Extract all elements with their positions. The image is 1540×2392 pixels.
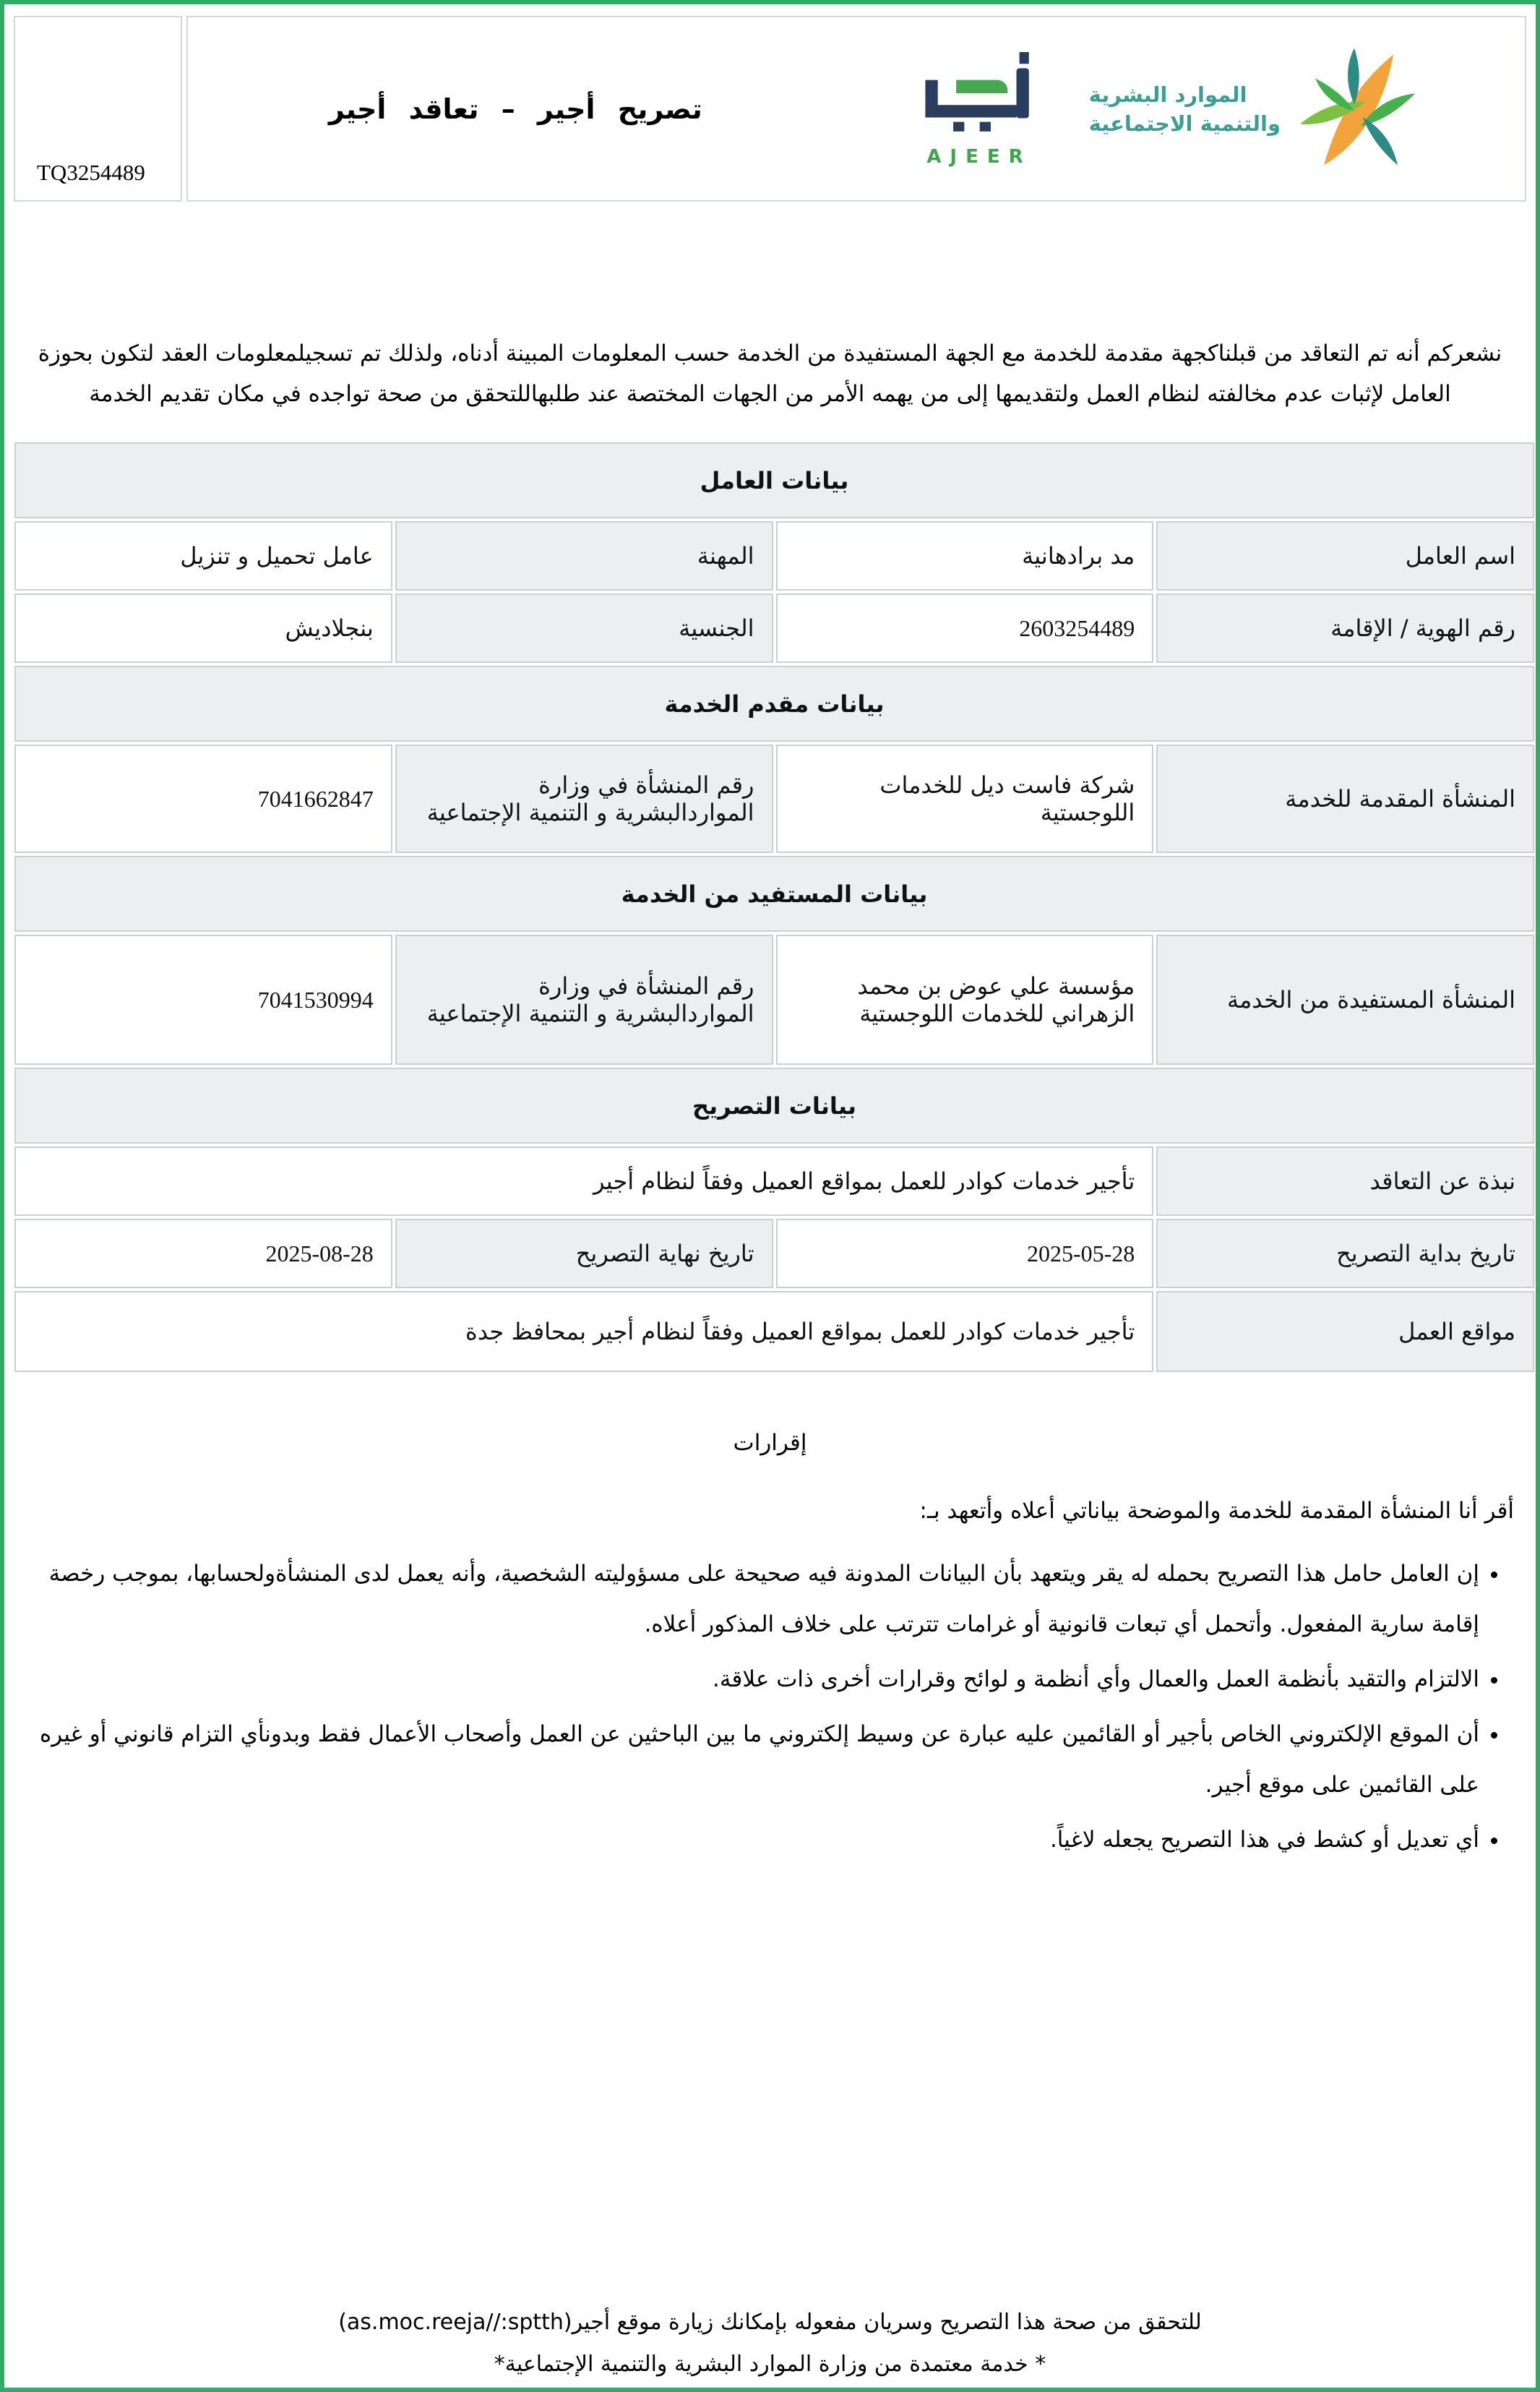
intro-paragraph: نشعركم أنه تم التعاقد من قبلناكجهة مقدمة للخدمة مع الجهة المستفيدة من الخدمة حسب المعلومات المبينة أدناه، ولذلك تم تسجيلمعلومات العقد لتكون بحوزة العامل لإثبات عدم مخالفته لنظام العمل ولتقديمها إلى من يهمه الأمر من الجهات المختصة عند طلبهاللتحقق من صحة تواجده في مكان تقديم الخدمة	[38, 340, 1502, 407]
provider-section-row	[14, 666, 1534, 742]
declarations-section	[26, 1430, 1514, 1869]
permit-number: TQ3254489	[37, 160, 145, 185]
provider-name-value: شركة فاست ديل للخدمات اللوجستية	[776, 745, 1154, 853]
provider-number-value: 7041662847	[14, 745, 392, 853]
profession-value: عامل تحميل و تنزيل	[14, 521, 392, 591]
declaration-item: • أي تعديل أو كشط في هذا التصريح يجعله لاغياً.	[26, 1814, 1479, 1865]
work-locations-value: تأجير خدمات كوادر للعمل بمواقع العميل وفقاً لنظام أجير بمحافظ جدة	[14, 1291, 1153, 1372]
nationality-label: الجنسية	[395, 593, 773, 663]
worker-name-row	[14, 521, 1534, 591]
end-date-value: 2025-08-28	[14, 1219, 392, 1288]
permit-data-table	[12, 440, 1537, 1375]
worker-name-value: مد برادهانية	[776, 521, 1154, 591]
ajeer-latin-name: AJEER	[926, 145, 1032, 168]
declarations-title: إقرارات	[733, 1430, 807, 1456]
permit-section-title: بيانات التصريح	[14, 1068, 1534, 1144]
declarations-list	[26, 1548, 1514, 1865]
palm-tree-icon	[1294, 42, 1424, 176]
beneficiary-section-title: بيانات المستفيد من الخدمة	[14, 856, 1534, 932]
worker-id-row	[14, 593, 1534, 663]
worker-section-row	[14, 442, 1534, 518]
ministry-logo	[1089, 42, 1424, 176]
permit-dates-row	[14, 1219, 1534, 1288]
declaration-item: • إن العامل حامل هذا التصريح بحمله له يقر ويتعهد بأن البيانات المدونة فيه صحيحة على مسؤوليته الشخصية، وأنه يعمل لدى المنشأةولحسابها، بموجب رخصة إقامة سارية المفعول. وأتحمل أي تبعات قانونية أو غرامات تترتب على خلاف المذكور أعلاه.	[26, 1548, 1479, 1650]
work-locations-label: مواقع العمل	[1156, 1291, 1534, 1372]
permit-number-box	[14, 16, 182, 202]
document-header	[186, 16, 1526, 202]
page-title: تصريح أجير – تعاقد أجير	[328, 93, 702, 125]
provider-label: المنشأة المقدمة للخدمة	[1156, 745, 1534, 853]
declarations-intro: أقر أنا المنشأة المقدمة للخدمة والموضحة بياناتي أعلاه وأتعهد بـ:	[919, 1498, 1514, 1524]
id-value: 2603254489	[776, 593, 1154, 663]
beneficiary-name-value: مؤسسة علي عوض بن محمد الزهراني للخدمات اللوجستية	[776, 935, 1154, 1065]
ministry-name-line1: الموارد البشرية	[1088, 82, 1247, 107]
contract-brief-row	[14, 1146, 1534, 1216]
beneficiary-row	[14, 935, 1534, 1065]
ministry-name	[1089, 80, 1281, 138]
work-locations-row	[14, 1291, 1534, 1372]
approved-service-line: * خدمة معتمدة من وزارة الموارد البشرية والتنمية الإجتماعية*	[494, 2352, 1046, 2377]
provider-row	[14, 745, 1534, 853]
beneficiary-section-row	[14, 856, 1534, 932]
document-footer	[4, 2302, 1536, 2385]
end-date-label: تاريخ نهاية التصريح	[395, 1219, 773, 1288]
palm-frond-teal-bottom	[1363, 118, 1398, 166]
beneficiary-number-label: رقم المنشأة في وزارة المواردالبشرية و التنمية الإجتماعية	[395, 935, 773, 1065]
worker-name-label: اسم العامل	[1156, 521, 1534, 591]
beneficiary-label: المنشأة المستفيدة من الخدمة	[1156, 935, 1534, 1065]
ministry-name-line2: والتنمية الاجتماعية	[1088, 111, 1281, 136]
ajeer-wordmark-icon	[894, 51, 1049, 139]
profession-label: المهنة	[395, 521, 773, 591]
verify-url: (as.moc.reeja//:sptth)	[338, 2310, 572, 2335]
contract-brief-value: تأجير خدمات كوادر للعمل بمواقع العميل وفقاً لنظام أجير	[14, 1146, 1153, 1216]
start-date-value: 2025-05-28	[776, 1219, 1154, 1288]
contract-brief-label: نبذة عن التعاقد	[1156, 1146, 1534, 1216]
verify-text: للتحقق من صحة هذا التصريح وسريان مفعوله بإمكانك زيارة موقع أجير	[572, 2310, 1202, 2335]
declaration-item: • الالتزام والتقيد بأنظمة العمل والعمال وأي أنظمة و لوائح وقرارات أخرى ذات علاقة.	[26, 1654, 1479, 1705]
verify-line	[4, 2302, 1536, 2344]
beneficiary-number-value: 7041530994	[14, 935, 392, 1065]
nationality-value: بنجلاديش	[14, 593, 392, 663]
provider-section-title: بيانات مقدم الخدمة	[14, 666, 1534, 742]
permit-section-row	[14, 1068, 1534, 1144]
declaration-item: • أن الموقع الإلكتروني الخاص بأجير أو القائمين عليه عبارة عن وسيط إلكتروني ما بين الباحثين عن العمل وأصحاب الأعمال فقط وبدونأي التزام قانوني أو غيره على القائمين على موقع أجير.	[26, 1709, 1479, 1810]
ajeer-logo	[887, 51, 1057, 168]
worker-section-title: بيانات العامل	[14, 442, 1534, 518]
start-date-label: تاريخ بداية التصريح	[1156, 1219, 1534, 1288]
id-label: رقم الهوية / الإقامة	[1156, 593, 1534, 663]
provider-number-label: رقم المنشأة في وزارة المواردالبشرية و التنمية الإجتماعية	[395, 745, 773, 853]
